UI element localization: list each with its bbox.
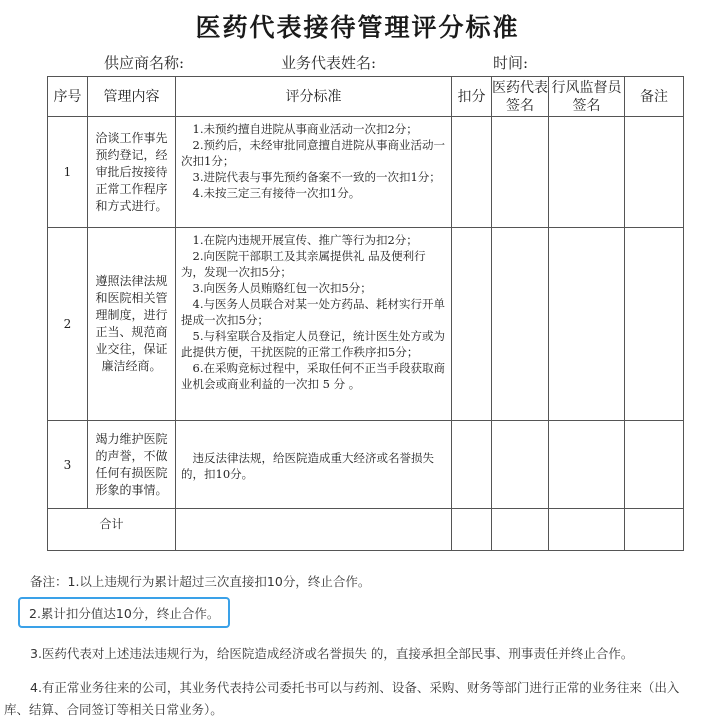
time-label: 时间: xyxy=(493,54,529,72)
criteria-item: 1.未预约擅自进院从事商业活动一次扣2分； xyxy=(192,122,418,136)
rep-name-label: 业务代表姓名: xyxy=(281,54,377,72)
monitor-sign-cell xyxy=(549,228,625,421)
criteria-item: 1.在院内违规开展宣传、推广等行为扣2分； xyxy=(192,233,418,247)
criteria-item: 6.在采购竞标过程中，采取任何不正当手段获取商业机会或商业利益的一次扣 5 分 。 xyxy=(181,361,445,391)
deduction-cell xyxy=(452,117,492,228)
header-criteria: 评分标准 xyxy=(176,77,452,117)
total-rep-sign-cell xyxy=(492,509,549,551)
supplier-name-label: 供应商名称: xyxy=(104,54,185,72)
row-content: 遵照法律法规和医院相关管理制度，进行正当、规范商业交往，保证廉洁经商。 xyxy=(88,228,176,421)
rep-sign-cell xyxy=(492,117,549,228)
rep-sign-cell xyxy=(492,421,549,509)
table-row xyxy=(48,117,684,228)
criteria-item: 4.与医务人员联合对某一处方药品、耗材实行开单提成一次扣5分； xyxy=(181,297,445,327)
total-deduction-cell xyxy=(452,509,492,551)
remarks-cell xyxy=(625,421,684,509)
criteria-item: 3.向医务人员贿赂红包一次扣5分； xyxy=(192,281,372,295)
header-content: 管理内容 xyxy=(88,77,176,117)
table-header-row xyxy=(48,77,684,117)
row-content: 竭力维护医院的声誉，不做任何有损医院形象的事情。 xyxy=(88,421,176,509)
note-1: 备注：1.以上违规行为累计超过三次直接扣10分，终止合作。 xyxy=(30,574,371,589)
row-criteria xyxy=(176,117,452,228)
remarks-cell xyxy=(625,117,684,228)
header-remarks: 备注 xyxy=(625,77,684,117)
total-criteria-cell xyxy=(176,509,452,551)
highlighted-note-box xyxy=(18,597,230,628)
scoring-table xyxy=(47,76,684,551)
note-3: 3.医药代表对上述违法违规行为，给医院造成经济或名誉损失 的，直接承担全部民事、刑事责任并终止合作。 xyxy=(30,646,634,661)
table-total-row xyxy=(48,509,684,551)
monitor-sign-cell xyxy=(549,117,625,228)
header-rep-sign: 医药代表签名 xyxy=(492,77,549,117)
header-index: 序号 xyxy=(48,77,88,117)
total-monitor-sign-cell xyxy=(549,509,625,551)
monitor-sign-cell xyxy=(549,421,625,509)
table-row xyxy=(48,421,684,509)
deduction-cell xyxy=(452,421,492,509)
row-content: 洽谈工作事先预约登记，经审批后按接待正常工作程序和方式进行。 xyxy=(88,117,176,228)
header-deduction: 扣分 xyxy=(452,77,492,117)
row-criteria xyxy=(176,421,452,509)
criteria-item: 违反法律法规，给医院造成重大经济或名誉损失的，扣10分。 xyxy=(181,450,434,481)
criteria-item: 2.向医院干部职工及其亲属提供礼 品及便利行为，发现一次扣5分； xyxy=(181,249,426,279)
remarks-cell xyxy=(625,228,684,421)
document-title: 医药代表接待管理评分标准 xyxy=(195,13,520,42)
row-index: 2 xyxy=(48,228,88,421)
criteria-item: 2.预约后，未经审批同意擅自进院从事商业活动一次扣1分； xyxy=(181,138,445,168)
table-row xyxy=(48,228,684,421)
criteria-item: 4.未按三定三有接待一次扣1分。 xyxy=(192,186,361,200)
row-index: 3 xyxy=(48,421,88,509)
header-monitor-sign: 行风监督员签名 xyxy=(549,77,625,117)
total-remarks-cell xyxy=(625,509,684,551)
total-label: 合计 xyxy=(48,509,176,551)
row-index: 1 xyxy=(48,117,88,228)
note-4-line-2: 库、结算、合同签订等相关日常业务）。 xyxy=(4,702,223,717)
row-criteria xyxy=(176,228,452,421)
criteria-item: 3.进院代表与事先预约备案不一致的一次扣1分； xyxy=(192,170,441,184)
deduction-cell xyxy=(452,228,492,421)
note-2: 2.累计扣分值达10分，终止合作。 xyxy=(29,606,220,621)
criteria-item: 5.与科室联合及指定人员登记，统计医生处方或为此提供方便，干扰医院的正常工作秩序扣5分； xyxy=(181,329,445,359)
rep-sign-cell xyxy=(492,228,549,421)
note-4-line-1: 4.有正常业务往来的公司，其业务代表持公司委托书可以与药剂、设备、采购、财务等部门进行正常的业务往来（出入 xyxy=(30,680,680,695)
